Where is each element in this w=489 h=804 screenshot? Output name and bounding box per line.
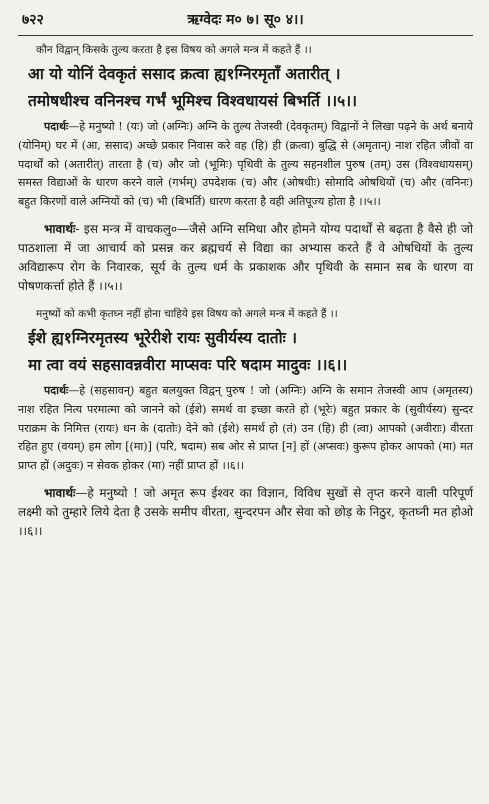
page-header xyxy=(18,8,473,36)
bhavartha-text: —हे मनुष्यो ! जो अमृत रूप ईश्वर का विज्ञान, विविध सुखों से तृप्त करने वाली परिपूर्ण लक्ष्मी को तुम्हारे लिये देता है उसके समीप वीरता, सुन्दरपन और सेवा को छोड़ के निठुर, कृतघ्नी मत होओ ।।६।। xyxy=(18,485,473,538)
running-title: ऋग्वेदः म० ७। सू० ४।। xyxy=(187,12,304,28)
bhavartha-label: भावार्थः xyxy=(44,485,76,500)
mantra-6-line-1: ईशे ह्य१ग्निरमृतस्य भूरेरीशे रायः सुवीर्यस्य दातोः । xyxy=(28,327,298,347)
mantra-5-padartha xyxy=(18,118,473,212)
mantra-6-line-2: मा त्वा वयं सहसावन्नवीरा माप्सवः परि षदाम मादुवः ।।६।। xyxy=(28,354,348,374)
mantra-6-bhavartha xyxy=(18,484,473,541)
mantra-6-intro: मनुष्यों को कभी कृतघ्न नहीं होना चाहिये इस विषय को अगले मन्त्र में कहते हैं ।। xyxy=(36,307,338,320)
padartha-text: —हे (सहसावन्) बहुत बलयुक्त विद्वन् पुरुष ! जो (अग्निः) अग्नि के समान तेजस्वी आप (अमृतस्य) नाश रहित नित्य परमात्मा को जानने को (ईशे) समर्थ वा इच्छा करते हो (भूरेः) बहुत प्रकार के (सुवीर्यस्य) सुन्दर पराक्रम के निमित्त (रायः) धन के (दातोः) देने को (ईशे) समर्थ हो (तं) उन (हि) ही (त्वा) आपको (अवीराः) वीरता रहित हुए (वयम्) हम लोग [(मा)] (परि, षदाम) सब ओर से प्राप्त [न] हों (अप्सवः) कुरूप होकर आपको (मा) मत प्राप्त हों (अदुवः) न सेवक होकर (मा) नहीं प्राप्त हों ।।६।। xyxy=(18,383,473,473)
padartha-text: —हे मनुष्यो ! (यः) जो (अग्निः) अग्नि के तुल्य तेजस्वी (देवकृतम्) विद्वानों ने लिखा पढ़ने के अर्थ बनाये (योनिम्) घर में (आ, ससाद) अच्छे प्रकार निवास करे वह (हि) ही (क्रत्वा) बुद्धि से (अमृतान्) नाश रहित जीवों वा पदार्थों को (अतारीत्) तारता है (च) और जो (भूमिः) पृथिवी के तुल्य सहनशील पुरुष (तम्) उस (विश्वधायसम्) समस्त विद्याओं के धारण करने वाले (गर्भम्) उपदेशक (च) और (ओषधीः) सोमादि ओषधियों (च) और (वनिनः) बहुत किरणों वाले अग्नियों को (च) भी (बिभर्ति) धारण करता है वही अतिपूज्य होता है ।।५।। xyxy=(18,120,473,209)
padartha-label: पदार्थः xyxy=(44,120,69,133)
mantra-6-section xyxy=(18,306,473,541)
mantra-5-bhavartha xyxy=(18,220,473,296)
bhavartha-text: - इस मन्त्र में वाचकलु०—जैसे अग्नि समिधा और होमने योग्य पदार्थों से बढ़ता है वैसे ही जो पाठशाला में जा आचार्य को प्रसन्न कर ब्रह्मचर्य से विद्या का अभ्यास करते हैं वे ओषधियों के तुल्य अविद्यारूप रोग के निवारक, सूर्य के तुल्य धर्म के प्रकाशक और पृथिवी के समान सब के धारण वा पोषणकर्त्ता होते हैं ।।५।। xyxy=(18,221,473,293)
padartha-label: पदार्थः xyxy=(44,383,69,397)
mantra-5-line-1: आ यो योनिं देवकृतं ससाद क्रत्वा ह्य१ग्निरमृताँ अतारीत् । xyxy=(28,64,341,83)
mantra-5-line-2: तमोषधीश्च वनिनश्च गर्भं भूमिश्च विश्वधायसं बिभर्ति ।।५।। xyxy=(28,91,357,110)
mantra-5-section xyxy=(18,42,473,296)
page-number: ७२२ xyxy=(22,12,44,28)
mantra-5-intro: कौन विद्वान् किसके तुल्य करता है इस विषय को अगले मन्त्र में कहते हैं ।। xyxy=(36,44,312,56)
bhavartha-label: भावार्थः xyxy=(44,221,76,236)
mantra-6-padartha xyxy=(18,382,473,476)
